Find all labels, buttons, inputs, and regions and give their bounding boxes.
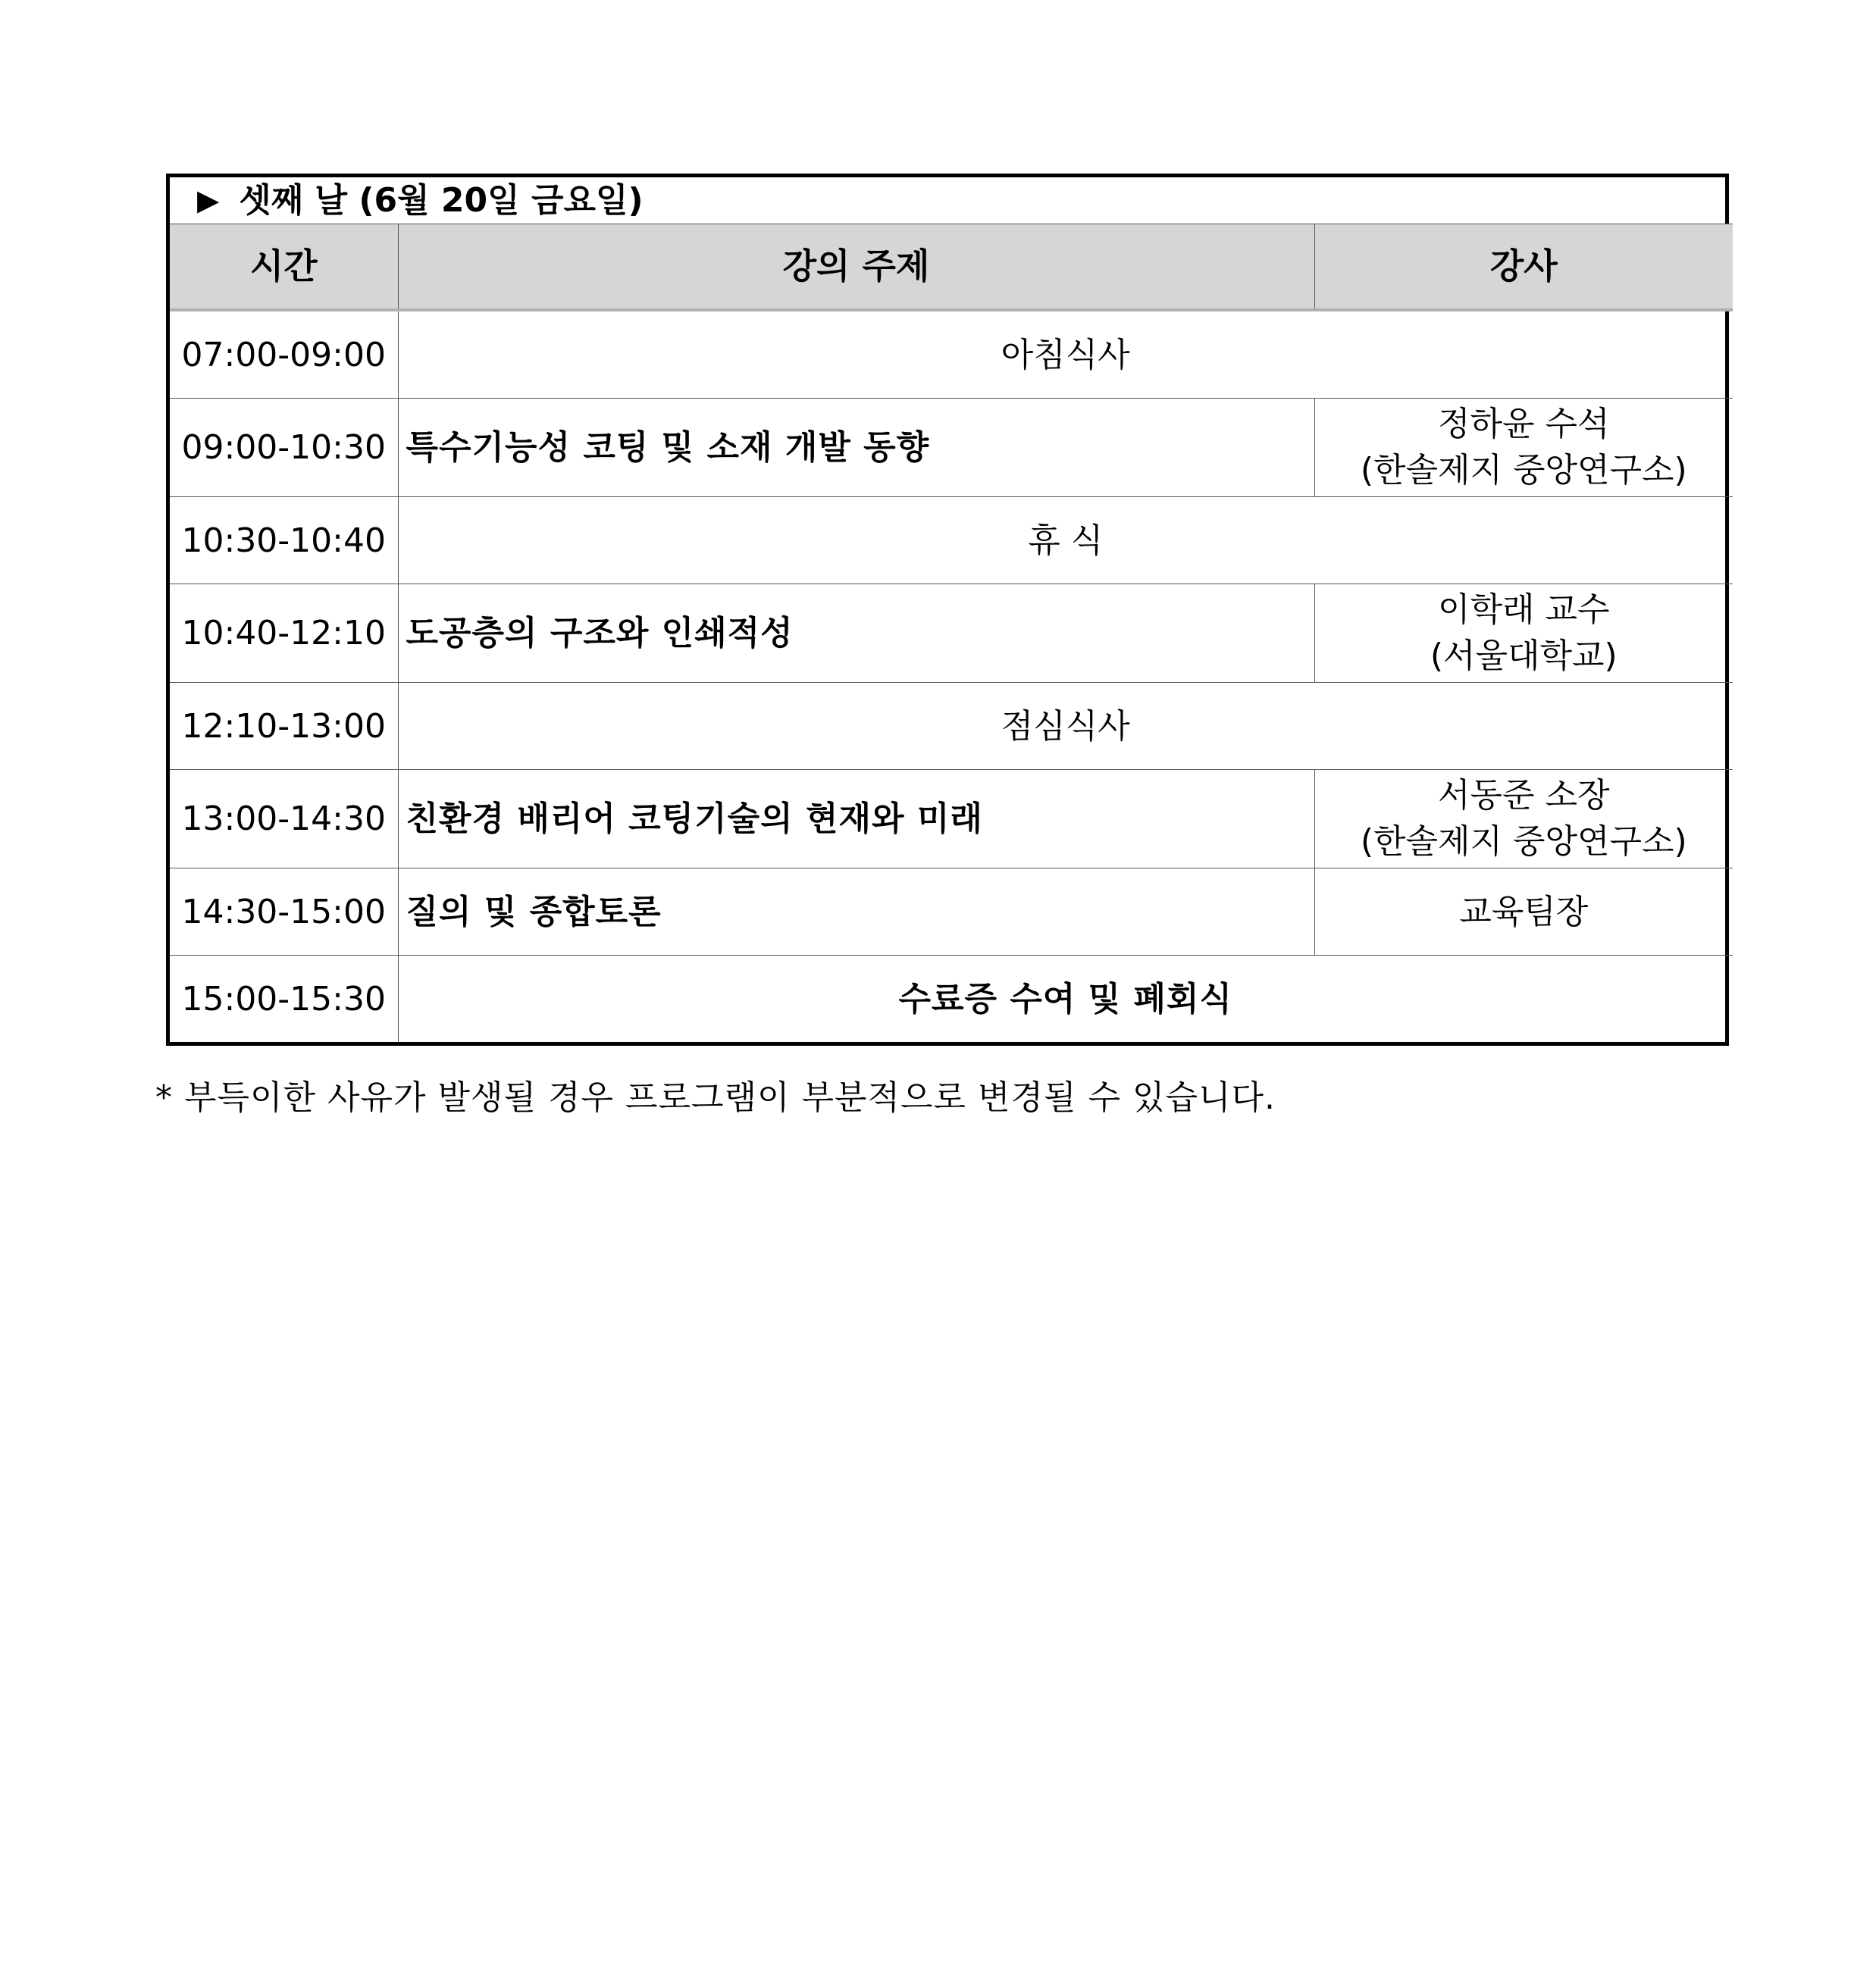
time-cell: 10:30-10:40 xyxy=(170,497,398,584)
table-row xyxy=(170,584,1733,683)
speaker-name: 서동준 소장 xyxy=(1437,775,1610,815)
speaker-name: 정하윤 수석 xyxy=(1437,404,1610,443)
topic-cell: 도공층의 구조와 인쇄적성 xyxy=(398,584,1314,683)
table-row xyxy=(170,310,1733,399)
table-row xyxy=(170,399,1733,497)
header-topic: 강의 주제 xyxy=(398,224,1314,311)
speaker-cell xyxy=(1314,770,1733,868)
schedule-table xyxy=(170,177,1733,1042)
time-cell: 09:00-10:30 xyxy=(170,399,398,497)
day-title: 셋째 날 (6월 20일 금요일) xyxy=(239,181,644,220)
speaker-org: (한솔제지 중앙연구소) xyxy=(1360,450,1687,490)
speaker-cell: 교육팀장 xyxy=(1314,868,1733,956)
schedule-table-frame xyxy=(166,174,1729,1046)
speaker-org: (한솔제지 중앙연구소) xyxy=(1360,821,1687,861)
time-cell: 14:30-15:00 xyxy=(170,868,398,956)
table-row xyxy=(170,868,1733,956)
table-row xyxy=(170,683,1733,770)
time-cell: 13:00-14:30 xyxy=(170,770,398,868)
topic-cell: 아침식사 xyxy=(398,310,1733,399)
triangle-right-icon: ▶ xyxy=(197,183,220,217)
header-row xyxy=(170,224,1733,311)
topic-cell: 친환경 배리어 코팅기술의 현재와 미래 xyxy=(398,770,1314,868)
topic-cell: 휴 식 xyxy=(398,497,1733,584)
topic-cell: 수료증 수여 및 폐회식 xyxy=(398,956,1733,1043)
topic-cell: 질의 및 종합토론 xyxy=(398,868,1314,956)
table-row xyxy=(170,956,1733,1043)
speaker-cell xyxy=(1314,399,1733,497)
speaker-org: (서울대학교) xyxy=(1430,636,1618,675)
speaker-name: 이학래 교수 xyxy=(1437,590,1610,629)
time-cell: 07:00-09:00 xyxy=(170,310,398,399)
speaker-cell xyxy=(1314,584,1733,683)
time-cell: 12:10-13:00 xyxy=(170,683,398,770)
table-row xyxy=(170,770,1733,868)
header-time: 시간 xyxy=(170,224,398,311)
topic-cell: 점심식사 xyxy=(398,683,1733,770)
table-row xyxy=(170,497,1733,584)
time-cell: 15:00-15:30 xyxy=(170,956,398,1043)
day-title-cell xyxy=(170,177,1733,224)
day-title-row xyxy=(170,177,1733,224)
topic-cell: 특수기능성 코팅 및 소재 개발 동향 xyxy=(398,399,1314,497)
header-speaker: 강사 xyxy=(1314,224,1733,311)
footnote: * 부득이한 사유가 발생될 경우 프로그램이 부분적으로 변경될 수 있습니다. xyxy=(155,1078,1276,1117)
time-cell: 10:40-12:10 xyxy=(170,584,398,683)
